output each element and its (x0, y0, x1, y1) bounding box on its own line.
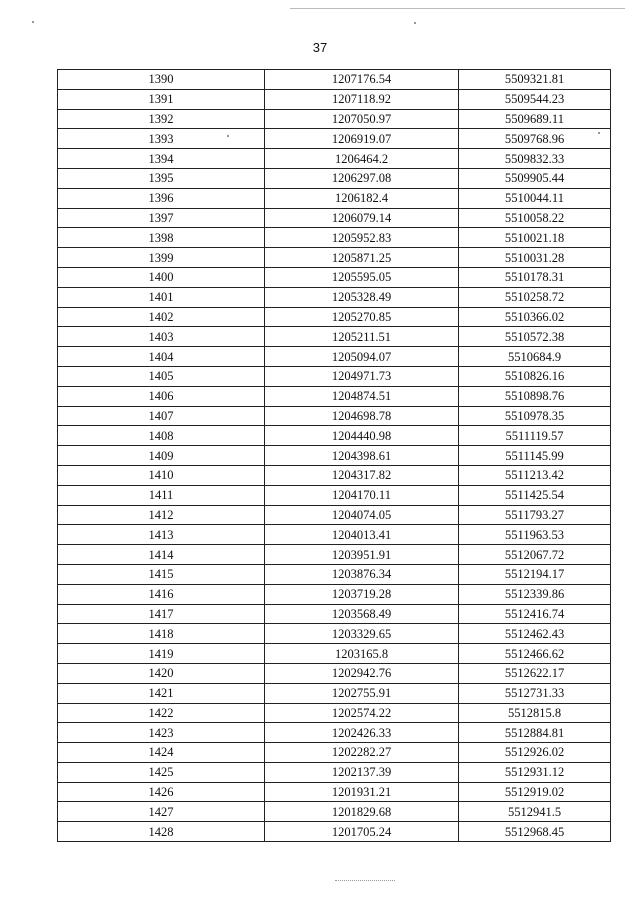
point-number-cell: 1422 (58, 703, 265, 723)
x-coordinate-cell: 1204013.41 (265, 525, 459, 545)
table-row (58, 307, 611, 327)
point-number-cell: 1391 (58, 89, 265, 109)
point-number-cell: 1414 (58, 545, 265, 565)
y-coordinate-cell: 5510178.31 (459, 267, 611, 287)
x-coordinate-cell: 1203951.91 (265, 545, 459, 565)
table-row (58, 465, 611, 485)
point-number-cell: 1403 (58, 327, 265, 347)
table-row (58, 129, 611, 149)
table-row (58, 446, 611, 466)
y-coordinate-cell: 5512731.33 (459, 683, 611, 703)
y-coordinate-cell: 5510826.16 (459, 366, 611, 386)
x-coordinate-cell: 1202574.22 (265, 703, 459, 723)
table-row (58, 782, 611, 802)
y-coordinate-cell: 5509689.11 (459, 109, 611, 129)
y-coordinate-cell: 5512941.5 (459, 802, 611, 822)
point-number-cell: 1399 (58, 248, 265, 268)
table-row (58, 287, 611, 307)
point-number-cell: 1400 (58, 267, 265, 287)
y-coordinate-cell: 5509768.96 (459, 129, 611, 149)
x-coordinate-cell: 1205595.05 (265, 267, 459, 287)
table-row (58, 485, 611, 505)
y-coordinate-cell: 5510366.02 (459, 307, 611, 327)
y-coordinate-cell: 5510684.9 (459, 347, 611, 367)
point-number-cell: 1404 (58, 347, 265, 367)
point-number-cell: 1417 (58, 604, 265, 624)
y-coordinate-cell: 5510258.72 (459, 287, 611, 307)
y-coordinate-cell: 5512884.81 (459, 723, 611, 743)
x-coordinate-cell: 1205952.83 (265, 228, 459, 248)
table-row (58, 188, 611, 208)
table-row (58, 426, 611, 446)
point-number-cell: 1425 (58, 762, 265, 782)
y-coordinate-cell: 5512622.17 (459, 663, 611, 683)
x-coordinate-cell: 1206297.08 (265, 168, 459, 188)
table-row (58, 386, 611, 406)
scan-speck (32, 21, 34, 23)
y-coordinate-cell: 5512815.8 (459, 703, 611, 723)
point-number-cell: 1397 (58, 208, 265, 228)
point-number-cell: 1416 (58, 584, 265, 604)
y-coordinate-cell: 5511213.42 (459, 465, 611, 485)
point-number-cell: 1418 (58, 624, 265, 644)
table-row (58, 208, 611, 228)
point-number-cell: 1402 (58, 307, 265, 327)
y-coordinate-cell: 5512067.72 (459, 545, 611, 565)
y-coordinate-cell: 5509905.44 (459, 168, 611, 188)
table-row (58, 545, 611, 565)
x-coordinate-cell: 1206919.07 (265, 129, 459, 149)
x-coordinate-cell: 1205270.85 (265, 307, 459, 327)
y-coordinate-cell: 5510058.22 (459, 208, 611, 228)
y-coordinate-cell: 5510898.76 (459, 386, 611, 406)
point-number-cell: 1424 (58, 743, 265, 763)
x-coordinate-cell: 1204440.98 (265, 426, 459, 446)
x-coordinate-cell: 1202942.76 (265, 663, 459, 683)
x-coordinate-cell: 1204874.51 (265, 386, 459, 406)
coordinates-table-container (57, 69, 610, 842)
table-row (58, 366, 611, 386)
x-coordinate-cell: 1205094.07 (265, 347, 459, 367)
point-number-cell: 1405 (58, 366, 265, 386)
y-coordinate-cell: 5512931.12 (459, 762, 611, 782)
x-coordinate-cell: 1201829.68 (265, 802, 459, 822)
table-row (58, 644, 611, 664)
x-coordinate-cell: 1204971.73 (265, 366, 459, 386)
table-row (58, 624, 611, 644)
x-coordinate-cell: 1202755.91 (265, 683, 459, 703)
table-row (58, 525, 611, 545)
x-coordinate-cell: 1202282.27 (265, 743, 459, 763)
point-number-cell: 1421 (58, 683, 265, 703)
table-row (58, 168, 611, 188)
x-coordinate-cell: 1206464.2 (265, 149, 459, 169)
y-coordinate-cell: 5511963.53 (459, 525, 611, 545)
table-row (58, 149, 611, 169)
x-coordinate-cell: 1207050.97 (265, 109, 459, 129)
y-coordinate-cell: 5512926.02 (459, 743, 611, 763)
x-coordinate-cell: 1203719.28 (265, 584, 459, 604)
y-coordinate-cell: 5510031.28 (459, 248, 611, 268)
point-number-cell: 1393 (58, 129, 265, 149)
table-row (58, 347, 611, 367)
x-coordinate-cell: 1202426.33 (265, 723, 459, 743)
point-number-cell: 1395 (58, 168, 265, 188)
x-coordinate-cell: 1206182.4 (265, 188, 459, 208)
point-number-cell: 1412 (58, 505, 265, 525)
table-row (58, 663, 611, 683)
y-coordinate-cell: 5512968.45 (459, 822, 611, 842)
point-number-cell: 1409 (58, 446, 265, 466)
point-number-cell: 1419 (58, 644, 265, 664)
point-number-cell: 1396 (58, 188, 265, 208)
table-row (58, 743, 611, 763)
x-coordinate-cell: 1202137.39 (265, 762, 459, 782)
table-row (58, 70, 611, 90)
y-coordinate-cell: 5510572.38 (459, 327, 611, 347)
table-row (58, 584, 611, 604)
table-row (58, 109, 611, 129)
page-top-rule (290, 8, 625, 9)
coordinates-table-body (58, 70, 611, 842)
table-row (58, 723, 611, 743)
table-row (58, 406, 611, 426)
x-coordinate-cell: 1203876.34 (265, 564, 459, 584)
table-row (58, 604, 611, 624)
y-coordinate-cell: 5512919.02 (459, 782, 611, 802)
table-row (58, 228, 611, 248)
y-coordinate-cell: 5512466.62 (459, 644, 611, 664)
point-number-cell: 1401 (58, 287, 265, 307)
y-coordinate-cell: 5509544.23 (459, 89, 611, 109)
x-coordinate-cell: 1203329.65 (265, 624, 459, 644)
page-number: 37 (312, 40, 328, 55)
point-number-cell: 1394 (58, 149, 265, 169)
point-number-cell: 1408 (58, 426, 265, 446)
y-coordinate-cell: 5509832.33 (459, 149, 611, 169)
y-coordinate-cell: 5510021.18 (459, 228, 611, 248)
point-number-cell: 1398 (58, 228, 265, 248)
x-coordinate-cell: 1207176.54 (265, 70, 459, 90)
table-row (58, 822, 611, 842)
point-number-cell: 1411 (58, 485, 265, 505)
y-coordinate-cell: 5510978.35 (459, 406, 611, 426)
point-number-cell: 1406 (58, 386, 265, 406)
x-coordinate-cell: 1204170.11 (265, 485, 459, 505)
x-coordinate-cell: 1201931.21 (265, 782, 459, 802)
y-coordinate-cell: 5512194.17 (459, 564, 611, 584)
table-row (58, 564, 611, 584)
x-coordinate-cell: 1205328.49 (265, 287, 459, 307)
y-coordinate-cell: 5511425.54 (459, 485, 611, 505)
table-row (58, 248, 611, 268)
x-coordinate-cell: 1204698.78 (265, 406, 459, 426)
coordinates-table (57, 69, 611, 842)
x-coordinate-cell: 1203568.49 (265, 604, 459, 624)
table-row (58, 703, 611, 723)
point-number-cell: 1423 (58, 723, 265, 743)
point-number-cell: 1407 (58, 406, 265, 426)
table-row (58, 505, 611, 525)
scan-speck (414, 22, 416, 24)
x-coordinate-cell: 1203165.8 (265, 644, 459, 664)
point-number-cell: 1392 (58, 109, 265, 129)
x-coordinate-cell: 1205871.25 (265, 248, 459, 268)
point-number-cell: 1420 (58, 663, 265, 683)
page-bottom-rule (335, 880, 395, 881)
table-row (58, 89, 611, 109)
table-row (58, 327, 611, 347)
y-coordinate-cell: 5511793.27 (459, 505, 611, 525)
y-coordinate-cell: 5511145.99 (459, 446, 611, 466)
table-row (58, 267, 611, 287)
x-coordinate-cell: 1205211.51 (265, 327, 459, 347)
y-coordinate-cell: 5512416.74 (459, 604, 611, 624)
table-row (58, 762, 611, 782)
y-coordinate-cell: 5509321.81 (459, 70, 611, 90)
x-coordinate-cell: 1207118.92 (265, 89, 459, 109)
point-number-cell: 1413 (58, 525, 265, 545)
x-coordinate-cell: 1201705.24 (265, 822, 459, 842)
table-row (58, 802, 611, 822)
x-coordinate-cell: 1204398.61 (265, 446, 459, 466)
point-number-cell: 1410 (58, 465, 265, 485)
y-coordinate-cell: 5512462.43 (459, 624, 611, 644)
point-number-cell: 1390 (58, 70, 265, 90)
point-number-cell: 1427 (58, 802, 265, 822)
x-coordinate-cell: 1204074.05 (265, 505, 459, 525)
x-coordinate-cell: 1204317.82 (265, 465, 459, 485)
point-number-cell: 1415 (58, 564, 265, 584)
table-row (58, 683, 611, 703)
y-coordinate-cell: 5512339.86 (459, 584, 611, 604)
point-number-cell: 1426 (58, 782, 265, 802)
y-coordinate-cell: 5510044.11 (459, 188, 611, 208)
point-number-cell: 1428 (58, 822, 265, 842)
x-coordinate-cell: 1206079.14 (265, 208, 459, 228)
y-coordinate-cell: 5511119.57 (459, 426, 611, 446)
